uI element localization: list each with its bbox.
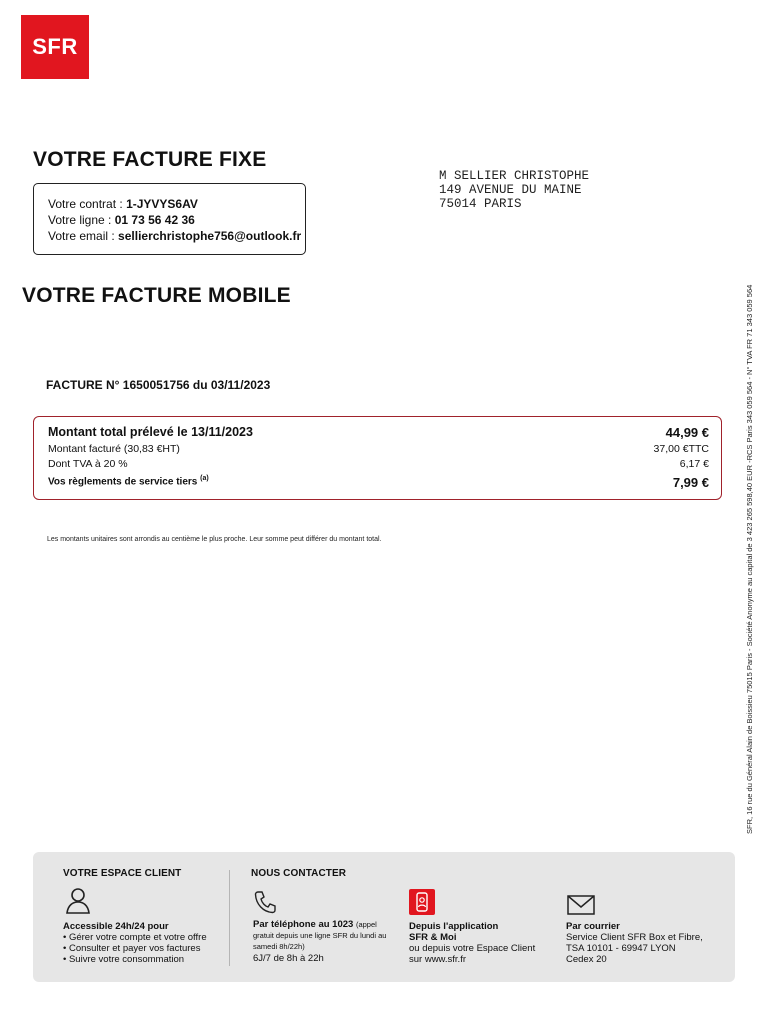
app-name: SFR & Moi <box>409 932 457 943</box>
legal-mentions: SFR, 16 rue du Général Alain de Boissieu 75015 Paris - Société Anonyme au capital de 3 423 265 598,40 EUR -RCS Paris 343 059 564 - N° TVA FR 71 343 059 564 <box>745 284 754 834</box>
line-row <box>48 212 305 228</box>
app-icon <box>409 889 435 915</box>
invoiced-value: 37,00 €TTC <box>653 443 709 455</box>
email-label: Votre email : <box>48 229 115 243</box>
phone-icon <box>254 890 276 914</box>
rounding-footnote: Les montants unitaires sont arrondis au centième le plus proche. Leur somme peut différer du montant total. <box>47 536 382 543</box>
contact-title: NOUS CONTACTER <box>251 868 347 879</box>
recipient-street: 149 AVENUE DU MAINE <box>439 183 582 197</box>
user-icon <box>65 886 93 914</box>
email-row <box>48 228 305 244</box>
panel-divider <box>229 870 230 966</box>
app-head: Depuis l'application <box>409 921 499 932</box>
third-party-label-wrap <box>48 475 209 490</box>
invoice-number: FACTURE N° 1650051756 du 03/11/2023 <box>46 378 271 392</box>
espace-item-1: • Gérer votre compte et votre offre <box>63 932 207 943</box>
phone-note: (appel gratuit depuis une ligne SFR du lundi au samedi 8h/22h) <box>253 920 387 951</box>
total-amount-box <box>33 416 722 500</box>
third-party-value: 7,99 € <box>672 475 709 490</box>
mail-head: Par courrier <box>566 921 620 932</box>
fixed-invoice-heading: VOTRE FACTURE FIXE <box>33 148 267 171</box>
total-label: Montant total prélevé le 13/11/2023 <box>48 425 253 439</box>
app-text <box>409 921 535 965</box>
app-line2: sur www.sfr.fr <box>409 954 467 965</box>
invoiced-row <box>48 443 709 455</box>
contract-value: 1-JYVYS6AV <box>126 197 198 211</box>
email-value: sellierchristophe756@outlook.fr <box>118 229 302 243</box>
sfr-logo: SFR <box>21 15 89 79</box>
recipient-city: 75014 PARIS <box>439 197 522 211</box>
contact-panel <box>33 852 735 982</box>
line-label: Votre ligne : <box>48 213 112 227</box>
third-party-row <box>48 475 709 490</box>
mail-line1: Service Client SFR Box et Fibre, <box>566 932 703 943</box>
mail-line2: TSA 10101 - 69947 LYON <box>566 943 676 954</box>
total-value: 44,99 € <box>665 425 709 440</box>
mail-text <box>566 921 703 965</box>
vat-row <box>48 458 709 470</box>
phone-hours: 6J/7 de 8h à 22h <box>253 953 324 964</box>
phone-text <box>253 919 398 964</box>
espace-client-head: Accessible 24h/24 pour <box>63 921 169 932</box>
contract-info-box <box>33 183 306 255</box>
envelope-icon <box>567 895 595 915</box>
phone-head: Par téléphone au 1023 <box>253 919 354 930</box>
recipient-address <box>439 169 589 211</box>
mobile-invoice-heading: VOTRE FACTURE MOBILE <box>22 284 291 307</box>
line-value: 01 73 56 42 36 <box>114 213 195 227</box>
vat-value: 6,17 € <box>679 458 709 470</box>
invoiced-label: Montant facturé (30,83 €HT) <box>48 443 180 455</box>
contract-label: Votre contrat : <box>48 197 123 211</box>
total-row <box>48 425 709 440</box>
espace-item-2: • Consulter et payer vos factures <box>63 943 201 954</box>
recipient-name: M SELLIER CHRISTOPHE <box>439 169 590 183</box>
contract-row <box>48 196 305 212</box>
third-party-note: (a) <box>200 475 209 482</box>
app-line1: ou depuis votre Espace Client <box>409 943 536 954</box>
mail-line3: Cedex 20 <box>566 954 607 965</box>
espace-client-text <box>63 921 207 965</box>
third-party-label: Vos règlements de service tiers <box>48 476 198 488</box>
espace-item-3: • Suivre votre consommation <box>63 954 185 965</box>
espace-client-title: VOTRE ESPACE CLIENT <box>63 868 182 879</box>
vat-label: Dont TVA à 20 % <box>48 458 128 470</box>
